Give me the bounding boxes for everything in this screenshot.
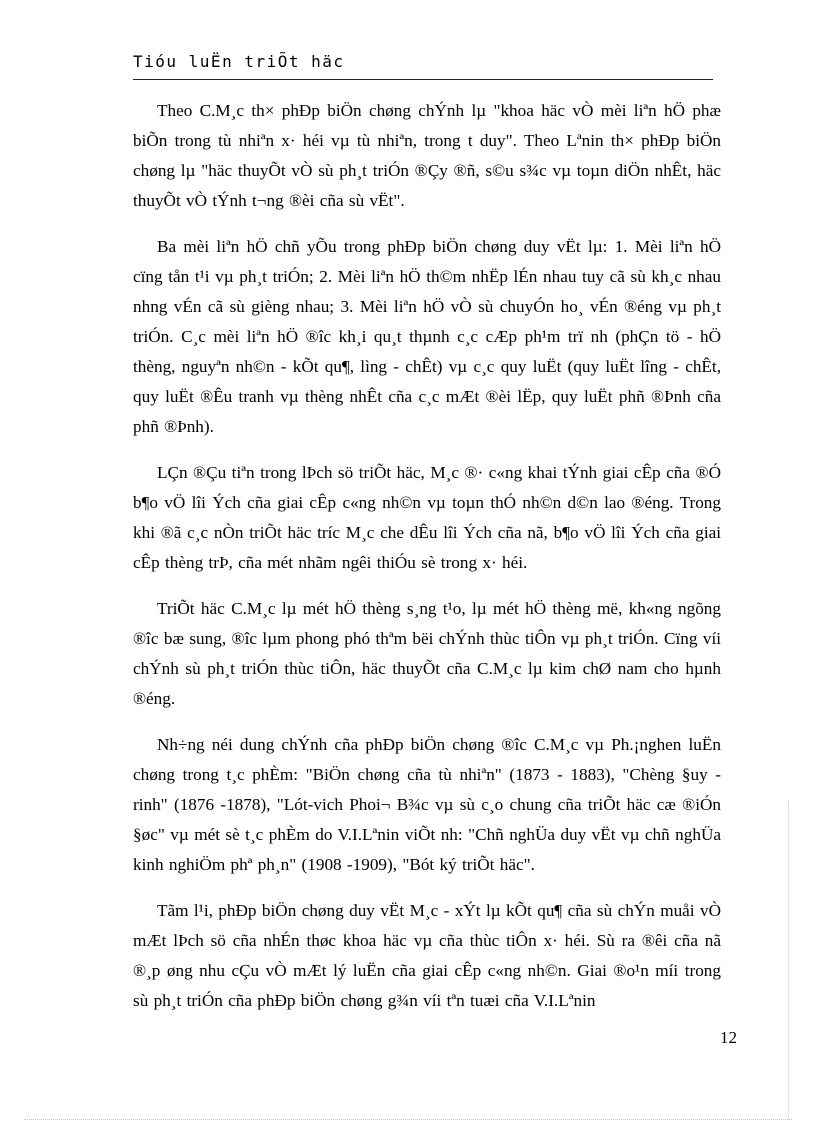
paragraph-1: Theo C.M¸c th× phÐp biÖn chøng chÝnh lµ "khoa häc vÒ mèi liªn hÖ phæ biÕn trong tù nhiªn x· héi vµ tù nhiªn, trong t duy". Theo Lªnin th× phÐp biÖn chøng lµ "häc thuyÕt vÒ sù ph¸t triÓn ®Çy ®ñ, s©u s¾c vµ toµn diÖn nhÊt, häc thuyÕt vÒ tÝnh t¬ng ®èi cña sù vËt". [133,101,721,210]
page-number: 12 [720,1028,737,1047]
paragraph-6: Tãm l¹i, phÐp biÖn chøng duy vËt M¸c - xÝt lµ kÕt qu¶ cña sù chÝn muåi vÒ mÆt lÞch sö cña nhÉn thøc khoa häc vµ cña thùc tiÔn x· héi. Sù ra ®êi cña nã ®¸p øng nhu cÇu vÒ mÆt lý luËn cña giai cÊp c«ng nh©n. Giai ®o¹n míi trong sù ph¸t triÓn cña phÐp biÖn chøng g¾n víi tªn tuæi cña V.I.Lªnin [133,901,721,1010]
body-text [133,96,721,1032]
paragraph-4: TriÕt häc C.M¸c lµ mét hÖ thèng s¸ng t¹o, lµ mét hÖ thèng më, kh«ng ngõng ®îc bæ sung, ®îc lµm phong phó thªm bëi chÝnh thùc tiÔn vµ ph¸t triÓn. Cïng víi chÝnh sù ph¸t triÓn thùc tiÔn, häc thuyÕt cña C.M¸c lµ kim chØ nam cho hµnh ®éng. [133,599,721,708]
paragraph-2: Ba mèi liªn hÖ chñ yÕu trong phÐp biÖn chøng duy vËt lµ: 1. Mèi liªn hÖ cïng tån t¹i vµ ph¸t triÓn; 2. Mèi liªn hÖ th©m nhËp lÉn nhau tuy cã sù kh¸c nhau nhng vÉn cã sù gièng nhau; 3. Mèi liªn hÖ vÒ sù chuyÓn ho¸ vÉn ®éng vµ ph¸t triÓn. C¸c mèi liªn hÖ ®îc kh¸i qu¸t thµnh c¸c cÆp ph¹m trï nh (phÇn tö - hÖ thèng, nguyªn nh©n - kÕt qu¶, lìng - chÊt) vµ c¸c quy luËt (quy luËt lîng - chÊt, quy luËt ®Êu tranh vµ thèng nhÊt cña c¸c mÆt ®èi lËp, quy luËt phñ ®Þnh cña phñ ®Þnh). [133,237,721,436]
paragraph-3: LÇn ®Çu tiªn trong lÞch sö triÕt häc, M¸c ®· c«ng khai tÝnh giai cÊp cña ®Ó b¶o vÖ lîi Ých cña giai cÊp c«ng nh©n vµ toµn thÓ nh©n d©n lao ®éng. Trong khi ®ã c¸c nÒn triÕt häc tríc M¸c che dÊu lîi Ých cña nã, b¶o vÖ lîi Ých cña giai cÊp thèng trÞ, cña mét nhãm ngêi thiÓu sè trong x· héi. [133,463,721,572]
page-border-bottom [24,1119,792,1120]
header-rule [133,79,713,80]
paragraph-5: Nh÷ng néi dung chÝnh cña phÐp biÖn chøng ®îc C.M¸c vµ Ph.¡nghen luËn chøng trong t¸c phÈm: "BiÖn chøng cña tù nhiªn" (1873 - 1883), "Chèng §uy -rinh" (1876 -1878), "Lót-vich Phoi¬ B¾c vµ sù c¸o chung cña triÕt häc cæ ®iÓn §øc" vµ mét sè t¸c phÈm do V.I.Lªnin viÕt nh: "Chñ nghÜa duy vËt vµ chñ nghÜa kinh nghiÖm phª ph¸n" (1908 -1909), "Bót ký triÕt häc". [133,735,721,874]
running-header-title: Tióu luËn triÕt häc [133,52,345,71]
page-border-right [788,800,789,1120]
